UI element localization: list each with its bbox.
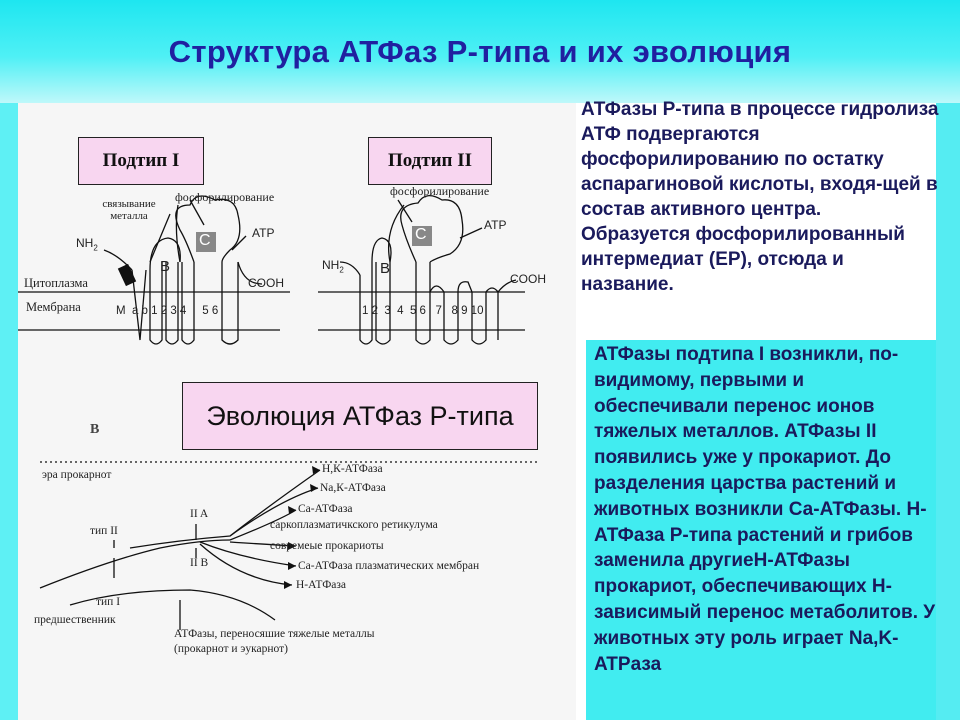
helix-2-1-2 [360,262,372,344]
sub2-b-label: B [380,260,391,277]
sub2-nh2-label [322,258,344,274]
sub2-phosph-label: фосфорилирование [390,184,490,198]
subtype-2-label: Подтип II [387,150,473,171]
hk-atpase-label: Н,К-АТФаза [322,463,383,475]
sub1-phosph-label: фосфорилирование [175,190,275,204]
ca-atpase-label: Са-АТФаза [298,503,353,515]
sub2-cooh-label: COOH [510,272,546,286]
metal-block [119,265,136,286]
loop-c-1 [176,196,240,262]
type2-label: тип II [90,525,118,537]
link-6-7 [430,286,444,292]
sub2-nh2-sub: 2 [339,265,344,275]
sub2-atp-label: ATP [484,218,507,232]
type1-label: тип I [96,596,121,608]
iib-label: II B [190,557,209,569]
subtype-1-label: Подтип I [102,150,180,171]
evolution-box: Эволюция АТФаз Р-типа [182,382,538,450]
nak-atpase-label: Na,К-АТФаза [320,482,386,494]
panel-b-label: В [90,422,100,437]
sub2-segments-label: 1 2 3 4 5 6 7 8 9 10 [362,305,484,317]
sub1-b-label: B [160,258,171,275]
phosph-stem-1 [176,205,180,262]
sub1-cooh-label: COOH [248,276,284,290]
iia-label: II A [190,508,209,520]
sub2-c-label: C [415,226,427,243]
ca-pm-label: Са-АТФаза плазматических мембран [298,560,480,572]
slide-title: Структура АТФаз Р-типа и их эволюция [168,34,792,69]
sub1-atp-label: ATP [252,226,275,240]
sarco-label: саркоплазматичкского ретикулума [270,519,438,531]
membrane-label: Мембрана [26,300,81,314]
text-block-2: АТФазы подтипа I возникли, по-видимому, первыми и обеспечивали перенос ионов тяжелых металлов. АТФазы II появились уже у прокариот. До разделения царства растений и животных возникли Са-АТФазы. Н-АТФаза Р-типа растений и грибов заменила другиеН-АТФазы прокариот, обеспечивающих Н-зависимый перенос метаболитов. У животных эту роль играет Na,K-ATPаза [594,344,936,675]
heavy-metals-label-2: (прокарнот и эукарнот) [174,643,288,655]
helix-3-4 [182,262,194,344]
text-block-1-p1: АТФазы Р-типа в процессе гидролиза АТФ подвергаются фосфорилированию по остатку аспарагиновой кислоты, входя-щей в состав активного центра. [581,99,939,220]
sub1-nh2-sub: 2 [93,243,98,253]
h-atpase-label: Н-АТФаза [296,579,347,591]
sub1-nh2: NH [76,236,94,250]
predecessor-label: предшественник [34,614,116,626]
sub2-nh2: NH [322,258,340,272]
text-block-1-p2: Образуется фосфорилированный интермедиат (ЕР), отсюда и название. [581,224,905,295]
heavy-metals-label-1: АТФазы, переносяшие тяжелые металлы [174,628,375,640]
sub1-nh2-label [76,236,98,252]
text-block-1 [581,97,941,297]
helix-2-5-6 [416,262,430,344]
sub1-c-label: C [199,232,211,249]
helix-5-6 [222,262,238,344]
sub1-segments-label: M a b 1 2 3 4 5 6 [116,305,219,317]
modern-prok-label: совремеые прокариоты [270,540,384,552]
era-label: эра прокарнот [42,469,112,481]
sub1-metal-label: связывание металла [102,198,156,222]
cytoplasm-label: Цитоплазма [24,276,88,290]
